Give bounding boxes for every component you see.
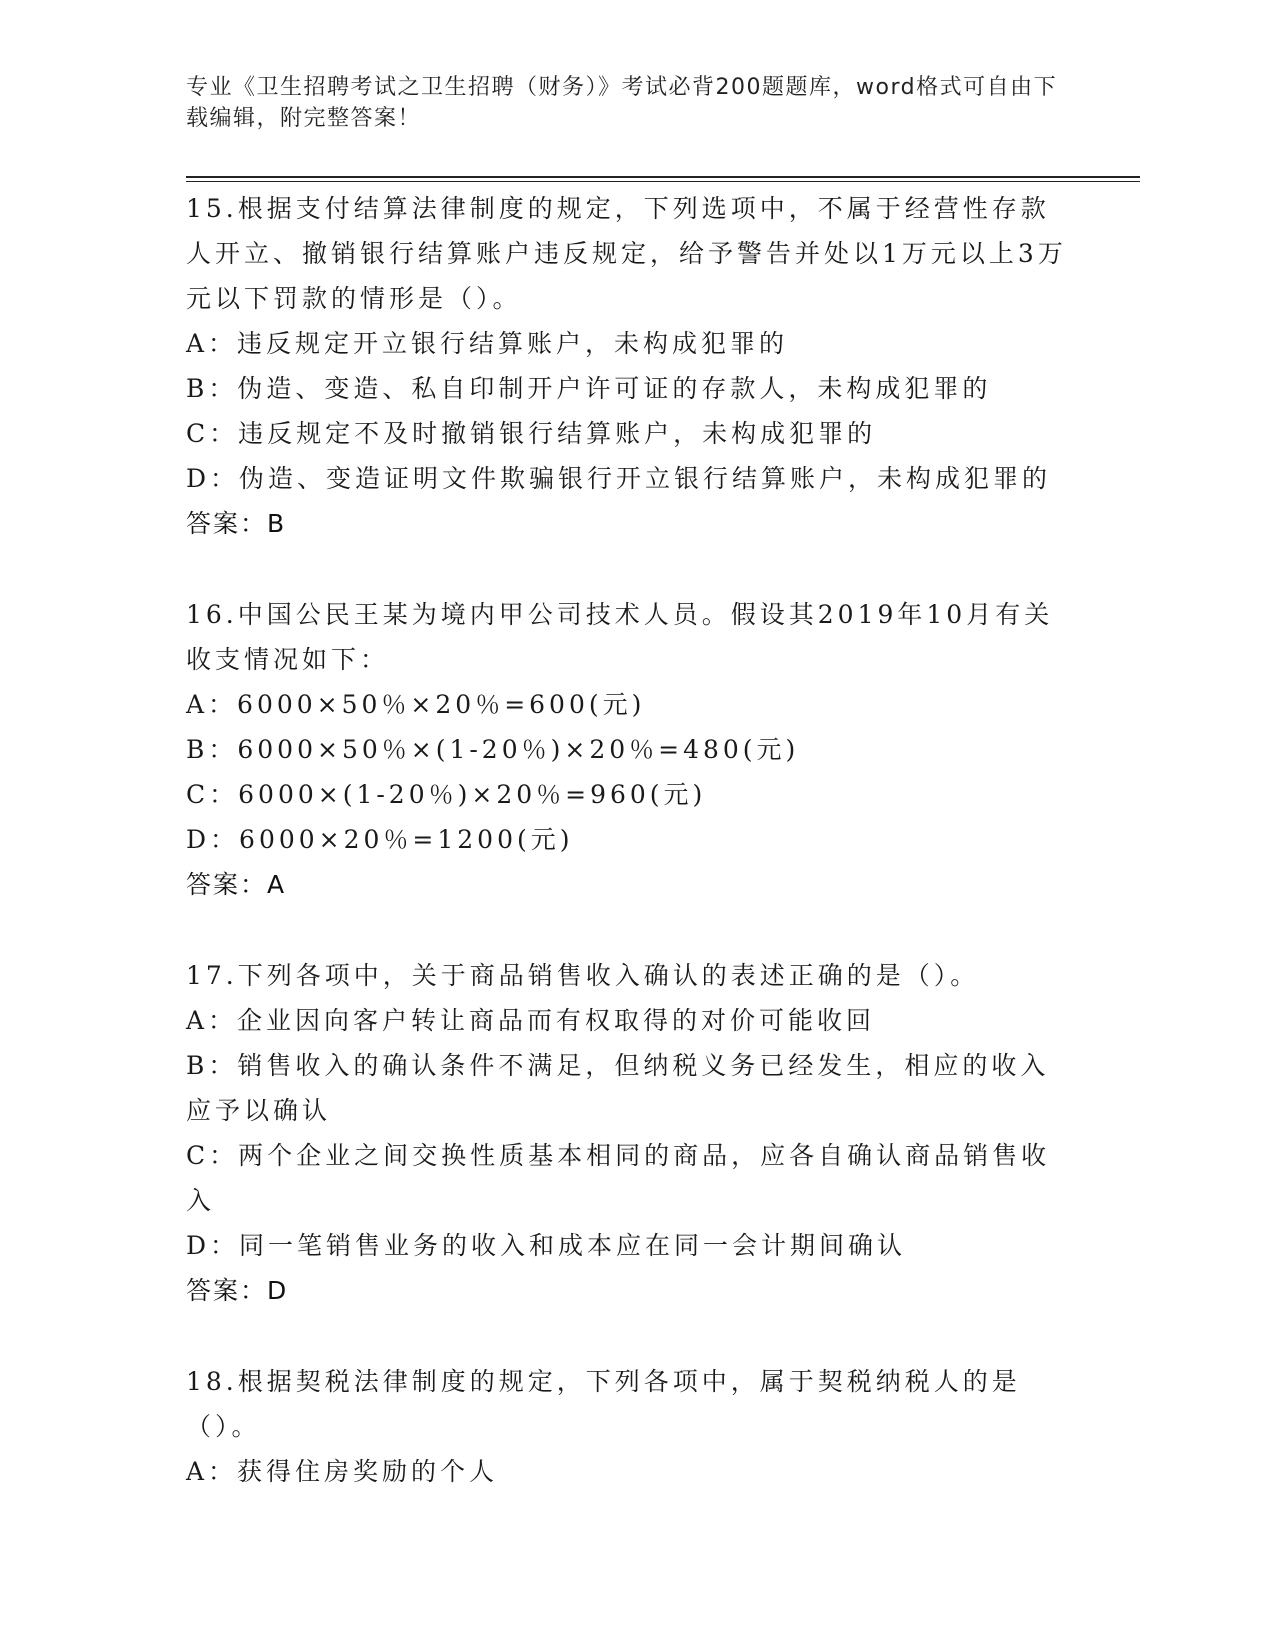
option-a: A：6000×50％×20％=600(元)	[186, 690, 646, 719]
option-c: C：两个企业之间交换性质基本相同的商品，应各自确认商品销售收入	[186, 1141, 1051, 1215]
question-16	[186, 592, 1076, 907]
question-stem: 17.下列各项中，关于商品销售收入确认的表述正确的是（）。	[186, 961, 980, 990]
answer-label: 答案：D	[186, 1276, 289, 1305]
option-c: C：违反规定不及时撤销银行结算账户，未构成犯罪的	[186, 419, 877, 448]
option-b: B：6000×50％×(1-20％)×20％=480(元)	[186, 735, 800, 764]
option-b: B：伪造、变造、私自印制开户许可证的存款人，未构成犯罪的	[186, 374, 992, 403]
question-stem: 16.中国公民王某为境内甲公司技术人员。假设其2019年10月有关收支情况如下：	[186, 600, 1054, 674]
answer-label: 答案：B	[186, 509, 287, 538]
option-a: A：企业因向客户转让商品而有权取得的对价可能收回	[186, 1006, 876, 1035]
question-18	[186, 1359, 1076, 1494]
option-d: D：6000×20％=1200(元)	[186, 825, 574, 854]
option-c: C：6000×(1-20％)×20％=960(元)	[186, 780, 707, 809]
question-15	[186, 186, 1076, 546]
question-stem: 15.根据支付结算法律制度的规定，下列选项中，不属于经营性存款人开立、撤销银行结算账户违反规定，给予警告并处以1万元以上3万元以下罚款的情形是（）。	[186, 194, 1067, 313]
option-a: A：获得住房奖励的个人	[186, 1457, 499, 1486]
option-d: D：伪造、变造证明文件欺骗银行开立银行结算账户，未构成犯罪的	[186, 464, 1052, 493]
question-17	[186, 953, 1076, 1313]
question-stem: 18.根据契税法律制度的规定，下列各项中，属于契税纳税人的是（）。	[186, 1367, 1021, 1441]
option-b: B：销售收入的确认条件不满足，但纳税义务已经发生，相应的收入应予以确认	[186, 1051, 1050, 1125]
document-header: 专业《卫生招聘考试之卫生招聘（财务）》考试必背200题题库，word格式可自由下载编辑，附完整答案！	[186, 75, 1058, 131]
header-divider-thick	[186, 176, 1140, 178]
answer-label: 答案：A	[186, 870, 287, 899]
option-a: A：违反规定开立银行结算账户，未构成犯罪的	[186, 329, 789, 358]
question-list	[186, 186, 1076, 1540]
option-d: D：同一笔销售业务的收入和成本应在同一会计期间确认	[186, 1231, 907, 1260]
header-divider-thin	[186, 181, 1140, 182]
